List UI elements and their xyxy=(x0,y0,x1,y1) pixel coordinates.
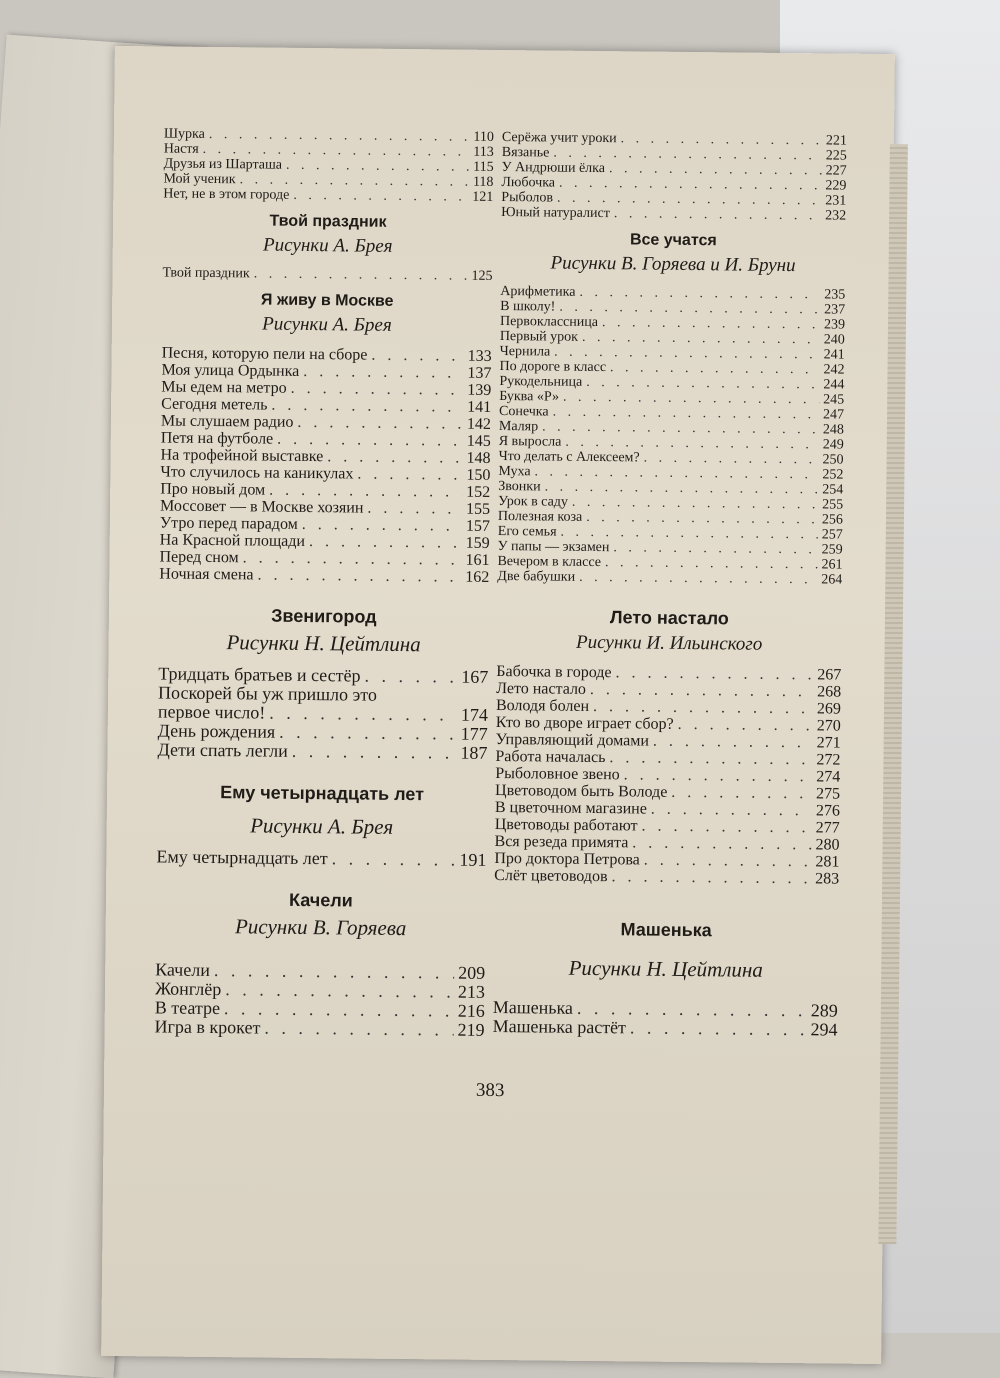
entry-title: Сегодня метель xyxy=(161,395,268,414)
page-number: 383 xyxy=(475,1079,505,1102)
leader-dots xyxy=(264,1019,453,1040)
leader-dots xyxy=(257,566,461,585)
entry-page: 239 xyxy=(823,317,846,333)
section-title: Качели xyxy=(288,889,353,911)
entry-page: 254 xyxy=(822,482,844,498)
entry-title: Серёжа учит уроки xyxy=(501,130,617,147)
entry-title: Нет, не в этом городе xyxy=(163,186,290,203)
leader-dots xyxy=(271,397,463,416)
leader-dots xyxy=(277,431,463,450)
entry-page: 256 xyxy=(821,512,844,528)
leader-dots xyxy=(225,980,454,1001)
entry-page: 250 xyxy=(822,452,844,468)
entry-page: 268 xyxy=(817,683,842,701)
toc-top-entries xyxy=(163,126,494,204)
toc-entry xyxy=(494,867,839,888)
entry-page: 125 xyxy=(471,268,493,284)
toc-entry xyxy=(501,205,846,224)
section-title: Все учатся xyxy=(629,231,717,250)
entry-page: 121 xyxy=(472,189,494,205)
leader-dots xyxy=(367,500,462,518)
entry-title: Две бабушки xyxy=(497,568,576,585)
entry-title: Первоклассница xyxy=(499,314,599,331)
entry-title: Слёт цветоводов xyxy=(494,866,608,886)
leader-dots xyxy=(371,347,463,365)
entry-title: Кто во дворе играет сбор? xyxy=(495,713,674,733)
entry-page: 142 xyxy=(466,415,492,433)
leader-dots xyxy=(327,448,462,466)
entry-page: 257 xyxy=(821,527,843,543)
entry-title: Утро перед парадом xyxy=(159,514,298,533)
entry-title: Его семья xyxy=(497,523,557,540)
entry-page: 133 xyxy=(467,347,492,365)
entry-title: Машенька растёт xyxy=(492,1015,627,1038)
entry-title: Мы едем на метро xyxy=(161,378,287,397)
section-credit: Рисунки Н. Цейтлина xyxy=(226,630,421,657)
leader-dots xyxy=(254,266,468,283)
entry-title: Ему четырнадцать лет xyxy=(156,846,328,869)
leader-dots xyxy=(269,704,457,725)
entry-page: 280 xyxy=(815,836,840,854)
entry-page: 232 xyxy=(825,208,847,224)
entry-title: Лето настало xyxy=(496,679,587,698)
entry-title: Вечером в классе xyxy=(497,553,602,571)
entry-page: 113 xyxy=(473,144,494,160)
entry-title: У папы — экзамен xyxy=(497,538,610,556)
entry-title: Тридцать братьев и сестёр xyxy=(158,663,361,686)
leader-dots xyxy=(641,818,811,837)
leader-dots xyxy=(302,516,462,535)
entry-page: 237 xyxy=(824,302,846,318)
leader-dots xyxy=(609,749,812,768)
section-title: Твой праздник xyxy=(269,212,387,231)
leader-dots xyxy=(269,482,462,501)
entry-title: Чернила xyxy=(499,343,551,360)
entry-page: 272 xyxy=(816,751,841,769)
entry-title: Машенька xyxy=(492,996,574,1018)
entry-page: 264 xyxy=(821,572,843,588)
entry-title: Шурка xyxy=(163,126,205,142)
toc-right-column xyxy=(493,130,847,1040)
toc-entry xyxy=(163,186,493,204)
leader-dots xyxy=(297,414,463,433)
entry-page: 141 xyxy=(467,398,492,416)
entry-title: Маляр xyxy=(498,418,539,435)
entry-title: Дети спать легли xyxy=(157,739,288,761)
entry-page: 270 xyxy=(816,717,841,735)
leader-dots xyxy=(293,188,468,205)
leader-dots xyxy=(357,466,462,484)
entry-title: Арифметика xyxy=(500,284,576,300)
leader-dots xyxy=(651,801,812,820)
section-title: Машенька xyxy=(620,919,712,941)
leader-dots xyxy=(644,852,812,871)
entry-title: Буква «Р» xyxy=(499,388,560,405)
toc-entry xyxy=(155,1017,485,1039)
entry-title: Я выросла xyxy=(498,433,562,450)
entry-page: 248 xyxy=(822,422,844,438)
entry-title: Моя улица Ордынка xyxy=(161,361,300,380)
entry-page: 289 xyxy=(810,1000,838,1021)
entry-page: 219 xyxy=(457,1019,485,1040)
entry-title: Моссовет — в Москве хозяин xyxy=(159,497,364,517)
entry-title: Качели xyxy=(155,959,211,980)
section-title: Я живу в Москве xyxy=(260,291,394,310)
leader-dots xyxy=(332,849,456,869)
entry-page: 240 xyxy=(823,332,845,348)
leader-dots xyxy=(579,570,817,587)
entry-page: 245 xyxy=(823,392,845,408)
entry-title: Любочка xyxy=(501,175,556,191)
entry-page: 137 xyxy=(467,364,492,382)
toc-section-entries xyxy=(159,344,491,585)
entry-page: 277 xyxy=(815,819,840,837)
entry-page: 221 xyxy=(825,133,848,149)
entry-title: Урок в саду xyxy=(498,493,569,510)
entry-title: Петя на футболе xyxy=(160,429,274,448)
entry-page: 159 xyxy=(465,534,490,552)
entry-title: первое число! xyxy=(157,701,266,723)
entry-title: Перед сном xyxy=(159,548,239,567)
toc-section-entries xyxy=(494,663,841,888)
entry-title: В театре xyxy=(154,997,221,1019)
entry-title: Настя xyxy=(163,141,199,157)
toc-entry xyxy=(157,740,487,762)
entry-title: Звонки xyxy=(498,478,541,495)
toc-entry xyxy=(493,1017,838,1040)
leader-dots xyxy=(678,716,813,734)
entry-title: Про доктора Петрова xyxy=(494,849,640,869)
entry-page: 174 xyxy=(460,704,489,725)
entry-page: 244 xyxy=(823,377,845,393)
entry-page: 216 xyxy=(457,1000,485,1021)
entry-page: 235 xyxy=(824,287,846,303)
entry-page: 118 xyxy=(472,174,494,190)
entry-title: В школу! xyxy=(500,299,556,315)
entry-page: 152 xyxy=(466,483,491,501)
section-title: Звенигород xyxy=(271,605,377,627)
entry-page: 148 xyxy=(466,449,491,467)
leader-dots xyxy=(214,961,454,983)
leader-dots xyxy=(279,723,457,744)
entry-title: Сонечка xyxy=(498,403,549,420)
section-title: Лето настало xyxy=(609,607,729,629)
entry-page: 274 xyxy=(816,768,841,786)
leader-dots xyxy=(671,784,812,802)
toc-entry xyxy=(497,569,842,588)
entry-page: 241 xyxy=(823,347,845,363)
entry-title: Управляющий домами xyxy=(495,730,650,750)
entry-page: 145 xyxy=(466,432,491,450)
entry-page: 227 xyxy=(825,163,847,179)
entry-title: Рукодельница xyxy=(499,373,583,390)
entry-page: 110 xyxy=(473,129,495,145)
toc-section-entries xyxy=(497,284,845,588)
section-credit: Рисунки Н. Цейтлина xyxy=(568,955,763,982)
entry-title: Полезная коза xyxy=(497,508,583,525)
entry-title: Цветоводы работают xyxy=(494,815,638,835)
leader-dots xyxy=(364,667,457,687)
toc-left-column xyxy=(155,126,495,1039)
entry-title: Первый урок xyxy=(499,328,579,345)
leader-dots xyxy=(632,834,811,853)
entry-title: Что делать с Алексеем? xyxy=(498,448,640,466)
entry-page: 167 xyxy=(461,666,489,687)
entry-title: Песня, которую пели на сборе xyxy=(161,344,368,364)
entry-page: 261 xyxy=(821,557,843,573)
entry-title: Друзья из Шарташа xyxy=(163,156,283,173)
leader-dots xyxy=(624,766,813,785)
entry-page: 281 xyxy=(815,853,840,871)
entry-page: 249 xyxy=(822,437,844,453)
entry-page: 177 xyxy=(460,723,488,744)
entry-title: Бабочка в городе xyxy=(496,662,612,682)
entry-page: 162 xyxy=(465,568,490,586)
entry-title: Мой ученик xyxy=(163,171,236,188)
leader-dots xyxy=(303,363,463,382)
entry-page: 294 xyxy=(810,1019,838,1040)
entry-page: 229 xyxy=(825,178,847,194)
section-credit: Рисунки А. Брея xyxy=(262,234,393,257)
section-credit: Рисунки И. Ильинского xyxy=(575,631,763,655)
entry-page: 209 xyxy=(458,962,486,983)
entry-title: Ночная смена xyxy=(159,565,254,584)
entry-page: 155 xyxy=(465,500,491,518)
leader-dots xyxy=(292,742,457,763)
entry-page: 271 xyxy=(816,734,841,752)
entry-title: Вся резеда примята xyxy=(494,832,629,852)
entry-title: Рыболовное звено xyxy=(495,764,620,784)
leader-dots xyxy=(614,206,821,223)
section-credit: Рисунки В. Горяева xyxy=(234,914,407,941)
entry-page: 213 xyxy=(457,981,486,1002)
entry-title: Юный натуралист xyxy=(501,205,610,222)
toc-entry xyxy=(159,565,489,585)
entry-page: 269 xyxy=(816,700,842,718)
entry-title: Вязанье xyxy=(501,145,550,161)
entry-page: 187 xyxy=(460,742,488,763)
book-page xyxy=(101,46,895,1364)
entry-title: Рыболов xyxy=(501,190,554,206)
toc-entry xyxy=(162,265,492,283)
entry-title: Что случилось на каникулах xyxy=(160,463,354,483)
entry-title: Цветоводом быть Володе xyxy=(495,781,668,801)
section-title: Ему четырнадцать лет xyxy=(220,782,425,805)
entry-page: 242 xyxy=(823,362,845,378)
entry-title: Игра в крокет xyxy=(154,1016,261,1038)
leader-dots xyxy=(611,868,811,887)
leader-dots xyxy=(309,533,462,552)
entry-page: 275 xyxy=(815,785,841,803)
leader-dots xyxy=(615,664,813,683)
entry-page: 276 xyxy=(815,802,840,820)
entry-title: По дороге в класс xyxy=(499,358,607,376)
section-credit: Рисунки В. Горяева и И. Бруни xyxy=(550,252,796,277)
entry-title: На трофейной выставке xyxy=(160,446,324,466)
entry-page: 247 xyxy=(822,407,845,423)
leader-dots xyxy=(653,733,813,752)
leader-dots xyxy=(559,300,820,318)
entry-title: День рождения xyxy=(157,720,276,742)
entry-title: Муха xyxy=(498,463,531,480)
section-credit: Рисунки А. Брея xyxy=(262,313,392,336)
entry-page: 161 xyxy=(465,551,490,569)
entry-page: 252 xyxy=(822,467,844,483)
entry-title: На Красной площади xyxy=(159,531,306,550)
leader-dots xyxy=(291,380,464,399)
entry-page: 255 xyxy=(822,497,844,513)
entry-page: 191 xyxy=(459,849,487,870)
entry-page: 267 xyxy=(817,666,842,684)
entry-page: 150 xyxy=(466,466,491,484)
entry-title: Про новый дом xyxy=(160,480,266,499)
entry-page: 283 xyxy=(815,870,840,888)
entry-title: Работа началась xyxy=(495,747,606,767)
entry-title: Мы слушаем радио xyxy=(160,412,294,431)
entry-title: Твой праздник xyxy=(162,265,250,282)
leader-dots xyxy=(630,1018,807,1039)
entry-page: 259 xyxy=(821,542,843,558)
entry-title: Жонглёр xyxy=(154,978,222,1000)
entry-page: 231 xyxy=(825,193,847,209)
entry-title: У Андрюши ёлка xyxy=(501,160,606,177)
entry-page: 115 xyxy=(473,159,494,175)
entry-page: 157 xyxy=(465,517,490,535)
toc-entry xyxy=(156,847,486,869)
section-credit: Рисунки А. Брея xyxy=(250,813,394,839)
entry-title: Поскорей бы уж пришло это xyxy=(158,682,378,705)
entry-title: Володя болен xyxy=(495,696,590,715)
entry-page: 225 xyxy=(825,148,847,164)
entry-title: В цветочном магазине xyxy=(494,798,647,818)
entry-page: 139 xyxy=(467,381,492,399)
